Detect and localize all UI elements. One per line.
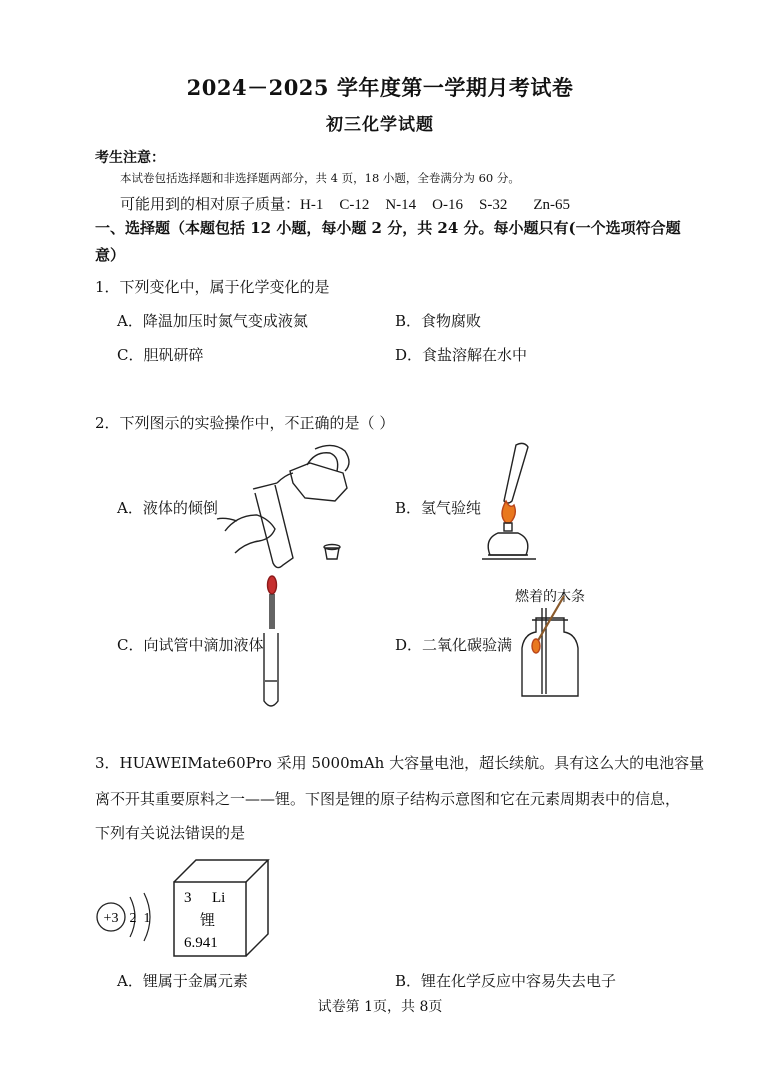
atomic-h: H-1 xyxy=(300,197,324,213)
section1-heading-line1: 一、选择题（本题包括 12 小题，每小题 2 分，共 24 分。每小题只有(一个选项符合题 xyxy=(95,219,681,237)
q1-stem: 1．下列变化中，属于化学变化的是 xyxy=(95,278,330,296)
notice-line1: 本试卷包括选择题和非选择题两部分，共 4 页，18 小题，全卷满分为 60 分。 xyxy=(120,171,520,185)
q2-option-d: D．二氧化碳验满 xyxy=(395,636,513,654)
atomic-prefix: 可能用到的相对原子质量： xyxy=(120,197,301,213)
page-footer: 试卷第 1页，共 8页 xyxy=(317,999,443,1015)
exam-title: 2024－2025 学年度第一学期月考试卷 xyxy=(186,75,574,100)
atomic-masses xyxy=(120,193,570,214)
notice-heading: 考生注意： xyxy=(95,150,165,166)
q3-stem-line3: 下列有关说法错误的是 xyxy=(95,824,246,842)
q1-option-c: C．胆矾研碎 xyxy=(117,346,204,364)
atomic-n: N-14 xyxy=(385,197,417,213)
q1-option-b: B．食物腐败 xyxy=(395,312,482,330)
q2-stem: 2．下列图示的实验操作中，不正确的是（ ） xyxy=(95,414,395,432)
q2-option-b: B．氢气验纯 xyxy=(395,499,482,517)
pouring-liquid-illustration xyxy=(215,443,355,573)
lithium-atom-diagram xyxy=(94,883,164,953)
q2-option-c: C．向试管中滴加液体 xyxy=(117,636,264,654)
q1-option-d: D．食盐溶解在水中 xyxy=(395,346,528,364)
q3-stem-line2: 离不开其重要原料之一——锂。下图是锂的原子结构示意图和它在元素周期表中的信息， xyxy=(95,790,681,808)
element-mass: 6.941 xyxy=(184,935,218,951)
atomic-zn: Zn-65 xyxy=(533,197,571,213)
lithium-element-cell xyxy=(172,858,272,958)
dropper-illustration xyxy=(260,573,290,713)
co2-bottle-illustration xyxy=(520,608,580,700)
element-atomic-number: 3 xyxy=(184,890,192,906)
q3-stem-line1: 3．HUAWEIMate60Pro 采用 5000mAh 大容量电池，超长续航。具有这么大的电池容量 xyxy=(95,754,705,772)
atomic-c: C-12 xyxy=(339,197,370,213)
atom-nucleus-charge: +3 xyxy=(103,911,119,926)
atom-shell2-electrons: 1 xyxy=(143,911,151,926)
exam-subtitle: 初三化学试题 xyxy=(326,115,434,135)
atomic-o: O-16 xyxy=(432,197,463,213)
element-symbol: Li xyxy=(212,890,226,906)
q3-option-b: B．锂在化学反应中容易失去电子 xyxy=(395,972,617,990)
q1-option-a: A．降温加压时氮气变成液氮 xyxy=(117,312,308,330)
section1-heading-line2: 意） xyxy=(95,246,126,264)
atom-shell1-electrons: 2 xyxy=(129,911,137,926)
hydrogen-test-illustration xyxy=(476,443,546,573)
q3-option-a: A．锂属于金属元素 xyxy=(117,972,248,990)
atomic-s: S-32 xyxy=(479,197,508,213)
q2-d-label: 燃着的木条 xyxy=(515,589,585,605)
element-name: 锂 xyxy=(200,911,216,929)
q2-option-a: A．液体的倾倒 xyxy=(117,499,218,517)
